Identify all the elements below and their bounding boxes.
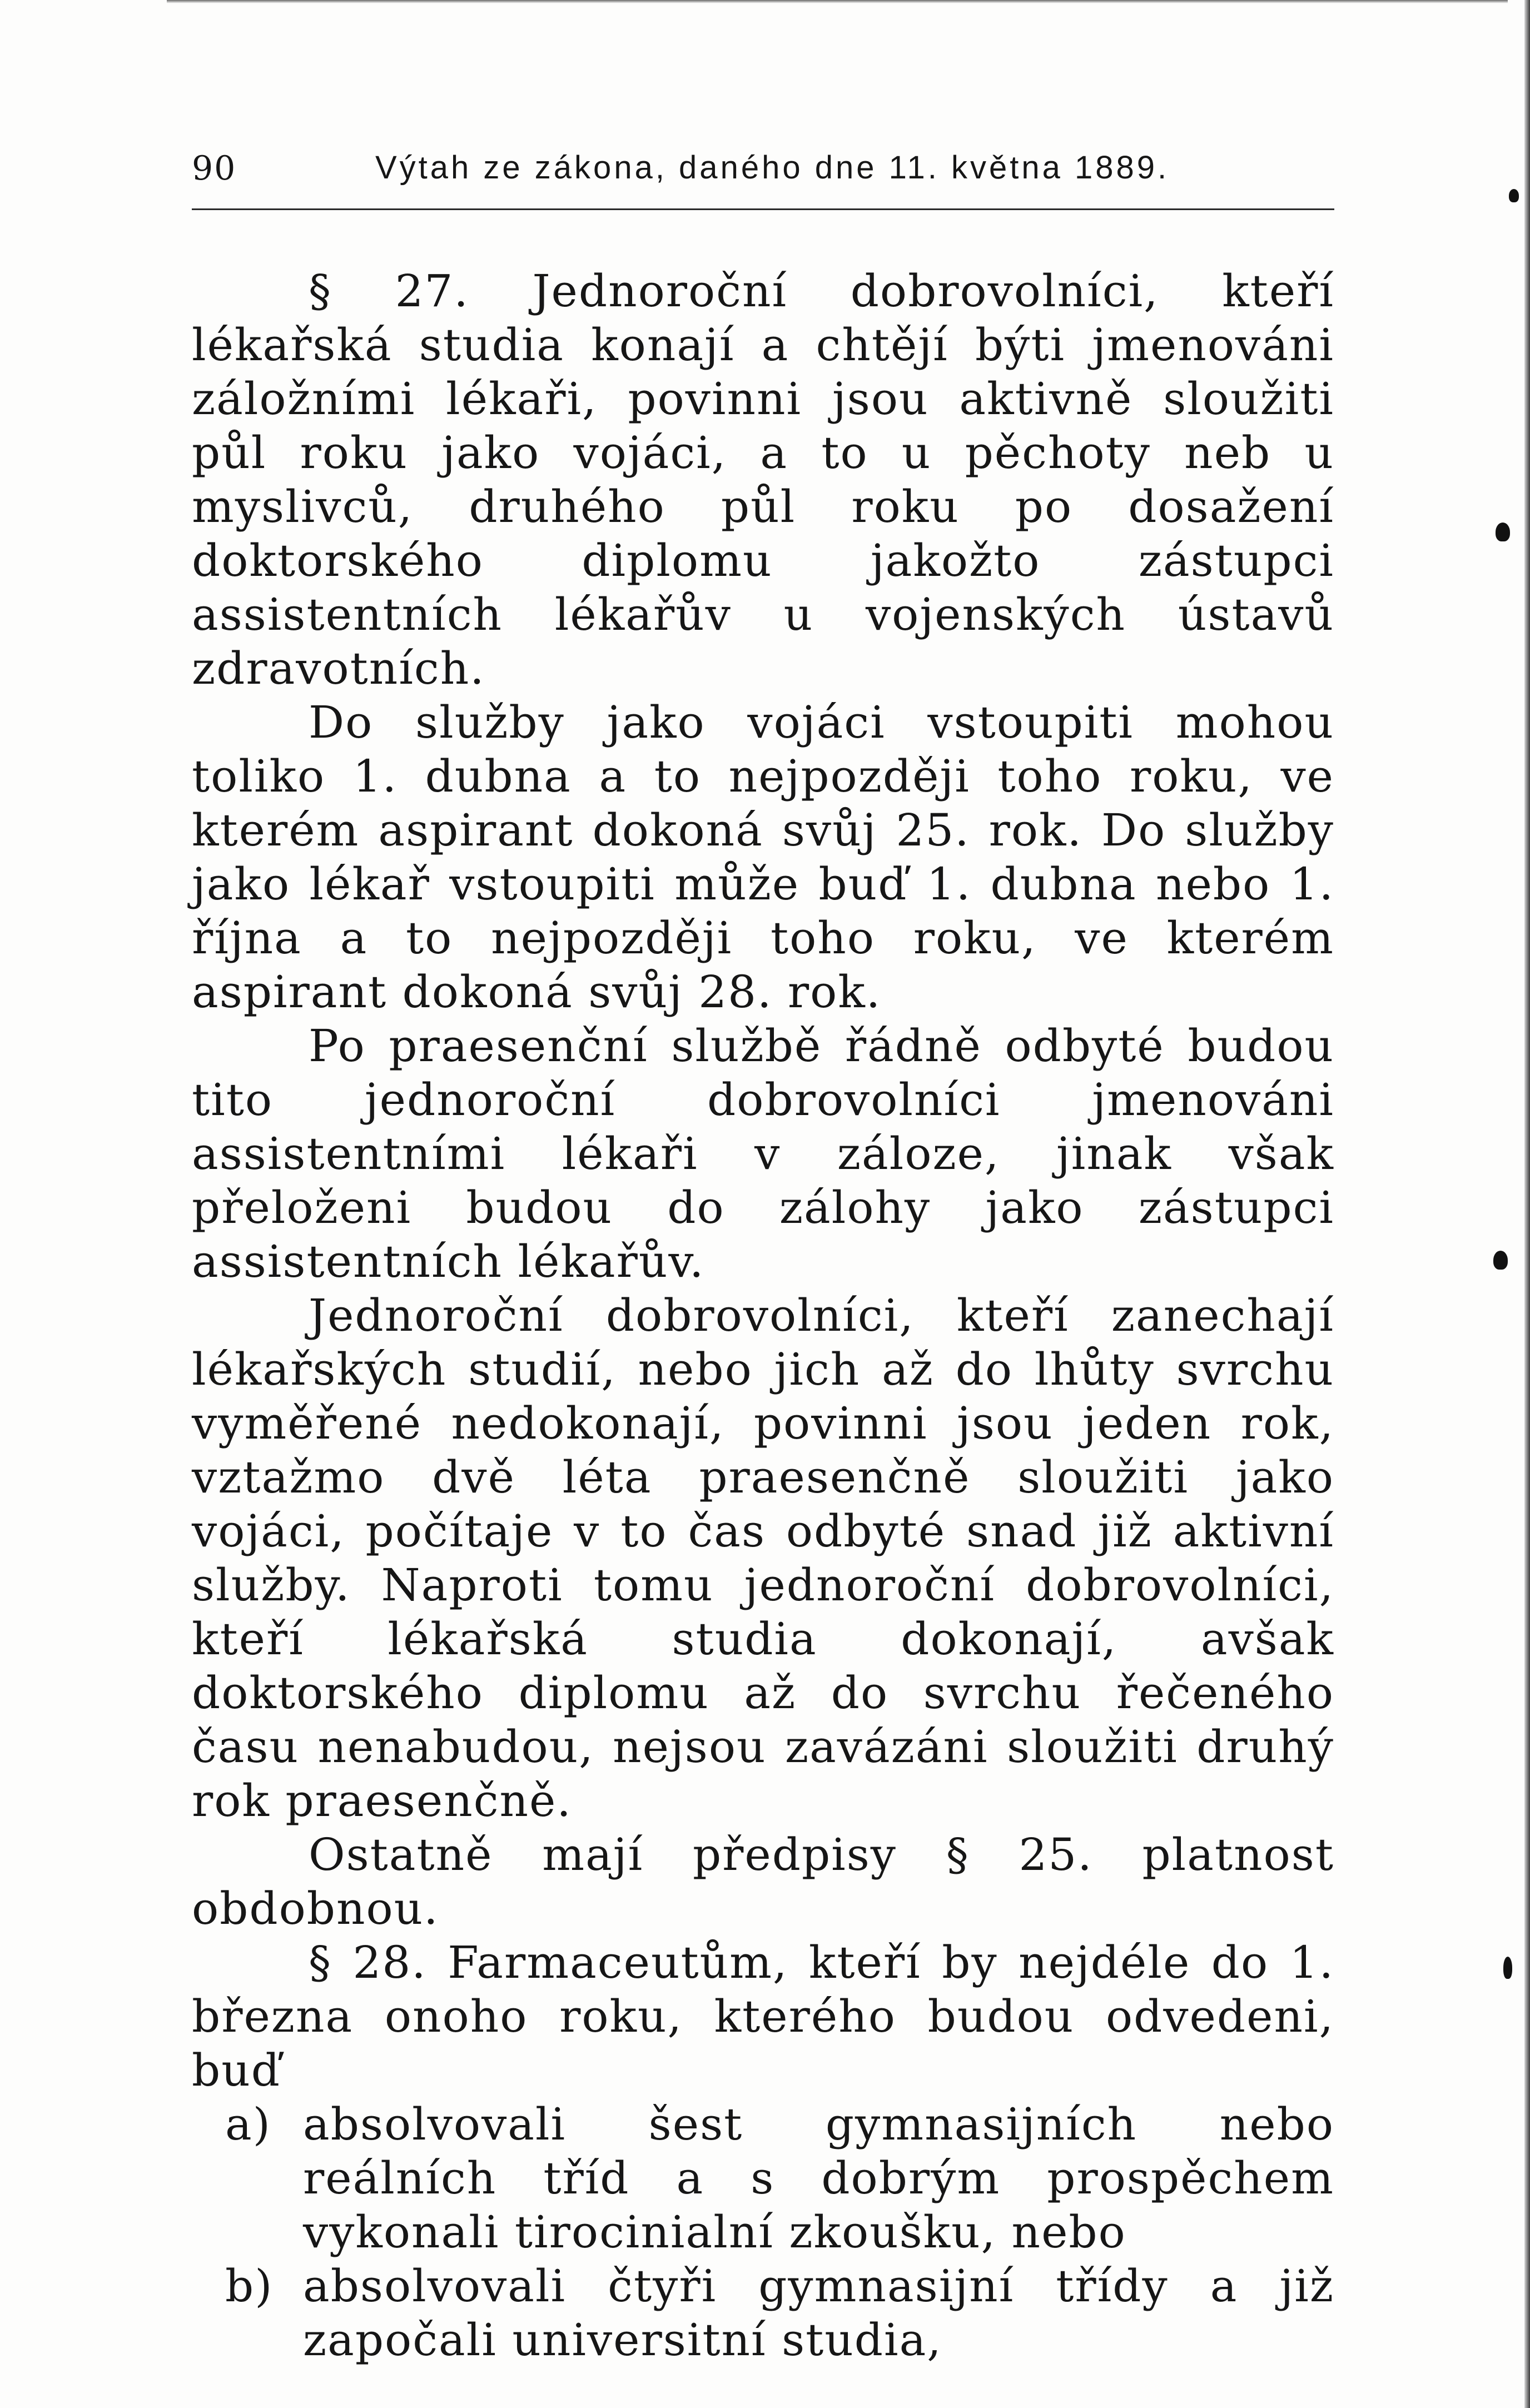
paragraph-section-27: § 27. Jednoroční dobrovolníci, kteří lékařská studia konají a chtějí býti jmenováni záložními lékaři, povinni jsou aktivně sloužiti půl roku jako vojáci, a to u pěchoty neb u myslivců, druhého půl roku po dosažení doktorského diplomu jakožto zástupci assistentních lékařův u vojenských ústavů zdravotních.: [192, 265, 1334, 694]
paragraph-section-25-reference: Ostatně mají předpisy § 25. platnost obdobnou.: [192, 1829, 1334, 1934]
header-rule: [192, 208, 1334, 210]
running-head: Výtah ze zákona, daného dne 11. května 1889.: [375, 150, 1170, 186]
list-item-a: [192, 2097, 1334, 2259]
margin-speck: [1493, 1251, 1508, 1270]
list-text-b: absolvovali čtyři gymnasijní třídy a již započali universitní studia,: [303, 2260, 1334, 2366]
list-label-b: b): [225, 2260, 274, 2312]
margin-speck: [1496, 523, 1510, 541]
body-text: [192, 264, 1334, 2367]
scan-right-edge: [1524, 0, 1530, 2408]
paragraph-service-dates: Do služby jako vojáci vstoupiti mohou toliko 1. dubna a to nejpozději toho roku, ve kterém aspirant dokoná svůj 25. rok. Do služby jako lékař vstoupiti může buď 1. dubna nebo 1. října a to nejpozději toho roku, ve kterém aspirant dokoná svůj 28. rok.: [192, 696, 1334, 1018]
page-number: 90: [192, 149, 237, 188]
page-header: [192, 149, 1334, 199]
margin-speck: [1503, 1957, 1512, 1979]
paragraph-discontinued-studies: Jednoroční dobrovolníci, kteří zanechají lékařských studií, nebo jich až do lhůty svrchu vyměřené nedokonají, povinni jsou jeden rok, vztažmo dvě léta praesenčně sloužiti jako vojáci, počítaje v to čas odbyté snad již aktivní služby. Naproti tomu jednoroční dobrovolníci, kteří lékařská studia dokonají, avšak doktorského diplomu až do svrchu řečeného času nenabudou, nejsou zavázáni sloužiti druhý rok praesenčně.: [192, 1290, 1334, 1827]
scan-top-edge: [167, 0, 1508, 3]
paragraph-praesence-service: Po praesenční službě řádně odbyté budou tito jednoroční dobrovolníci jmenováni assistentními lékaři v záloze, jinak však přeloženi budou do zálohy jako zástupci assistentních lékařův.: [192, 1020, 1334, 1287]
list-item-b: [192, 2259, 1334, 2367]
list-text-a: absolvovali šest gymnasijních nebo reálních tříd a s dobrým prospěchem vykonali tirocinialní zkoušku, nebo: [303, 2098, 1334, 2258]
list-label-a: a): [225, 2098, 271, 2150]
margin-speck: [1509, 189, 1519, 202]
paragraph-section-28: § 28. Farmaceutům, kteří by nejdéle do 1. března onoho roku, kterého budou odvedeni, buď: [192, 1937, 1334, 2096]
